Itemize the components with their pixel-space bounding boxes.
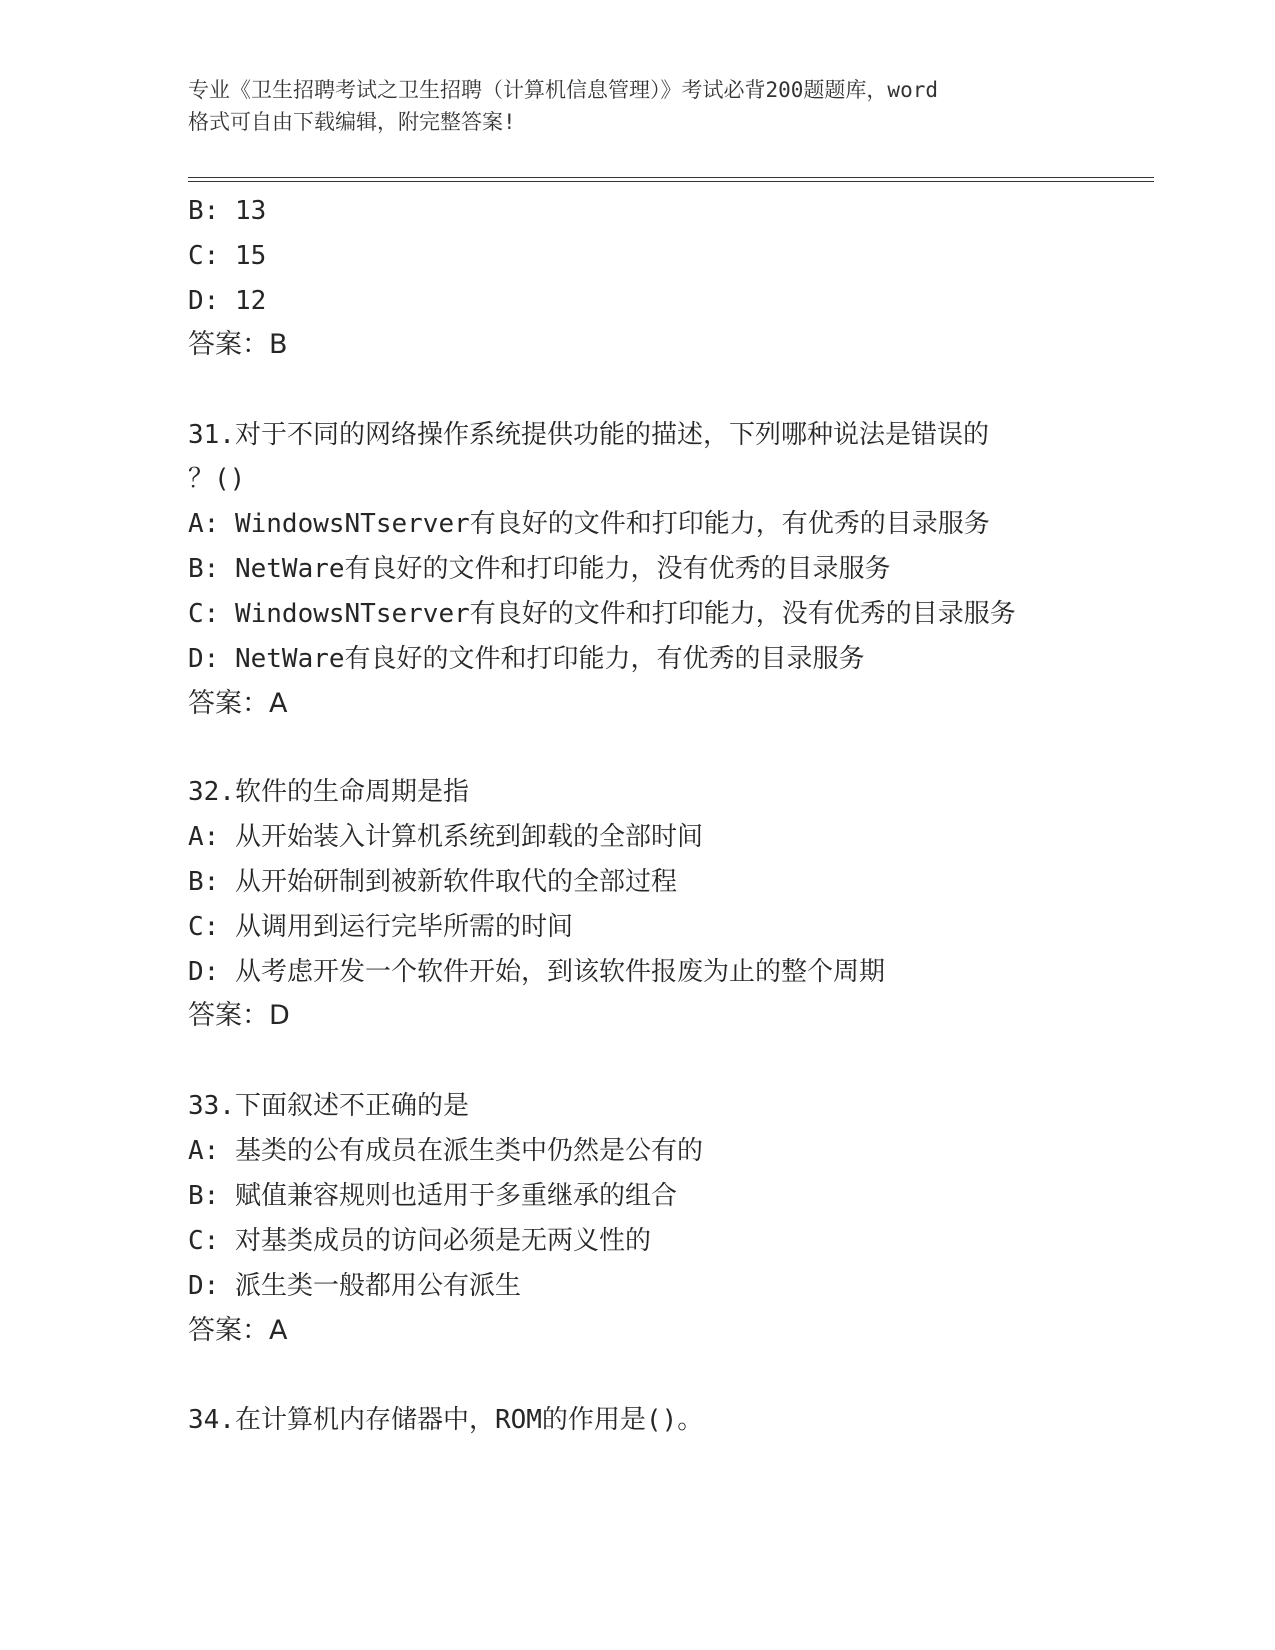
q32-option-b: B: 从开始研制到被新软件取代的全部过程 [188, 867, 677, 897]
q33-answer: 答案：A [188, 1315, 288, 1346]
q31-stem-line-1: 31.对于不同的网络操作系统提供功能的描述，下列哪种说法是错误的 [188, 420, 989, 450]
q30-option-c: C: 15 [188, 241, 267, 271]
q33-option-d: D: 派生类一般都用公有派生 [188, 1271, 521, 1301]
header-rule-bottom [188, 181, 1154, 182]
q30-answer: 答案：B [188, 329, 288, 360]
q32-answer: 答案：D [188, 1000, 290, 1031]
q31-stem-line-2: ？() [188, 464, 246, 494]
q33-option-b: B: 赋值兼容规则也适用于多重继承的组合 [188, 1181, 677, 1211]
header-line-1: 专业《卫生招聘考试之卫生招聘（计算机信息管理）》考试必背200题题库，word [188, 78, 938, 102]
header-rule-top [188, 177, 1154, 178]
q31-option-b: B: NetWare有良好的文件和打印能力，没有优秀的目录服务 [188, 554, 891, 584]
q32-option-a: A: 从开始装入计算机系统到卸载的全部时间 [188, 822, 703, 852]
q31-option-c: C: WindowsNTserver有良好的文件和打印能力，没有优秀的目录服务 [188, 599, 1016, 629]
document-header [188, 74, 1088, 138]
q33-option-a: A: 基类的公有成员在派生类中仍然是公有的 [188, 1136, 703, 1166]
q32-option-d: D: 从考虑开发一个软件开始，到该软件报废为止的整个周期 [188, 957, 885, 987]
q31-answer: 答案：A [188, 688, 288, 719]
header-line-2: 格式可自由下载编辑，附完整答案! [188, 110, 516, 134]
q30-option-d: D: 12 [188, 286, 267, 316]
q32-stem: 32.软件的生命周期是指 [188, 777, 469, 807]
q33-stem: 33.下面叙述不正确的是 [188, 1091, 469, 1121]
q33-option-c: C: 对基类成员的访问必须是无两义性的 [188, 1226, 651, 1256]
q32-option-c: C: 从调用到运行完毕所需的时间 [188, 912, 573, 942]
q30-option-b: B: 13 [188, 196, 267, 226]
q31-option-d: D: NetWare有良好的文件和打印能力，有优秀的目录服务 [188, 644, 865, 674]
q31-option-a: A: WindowsNTserver有良好的文件和打印能力，有优秀的目录服务 [188, 509, 990, 539]
q34-stem: 34.在计算机内存储器中，ROM的作用是()。 [188, 1405, 704, 1435]
